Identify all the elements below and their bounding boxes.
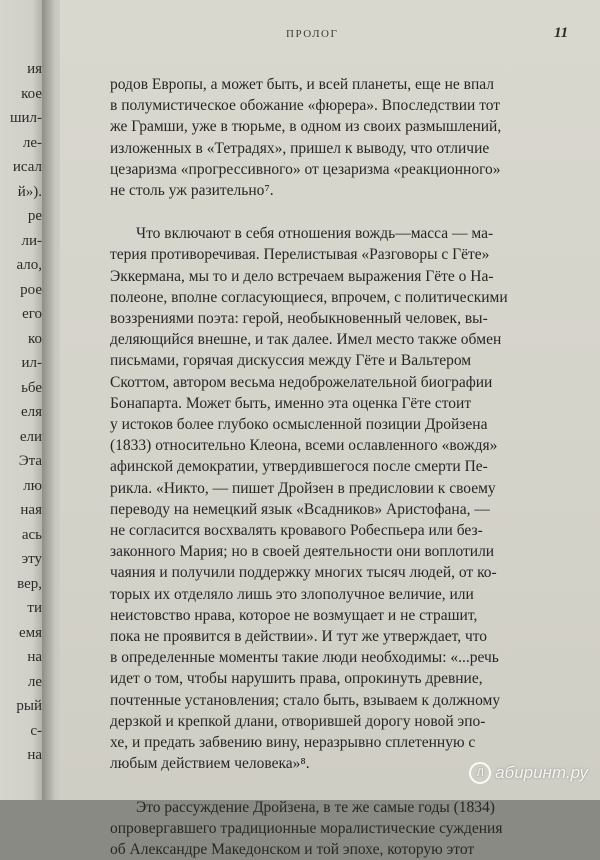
text-line: не согласится восхвалять кровавого Робеспьера или без- — [110, 520, 550, 541]
text-line: родов Европы, а может быть, и всей планеты, еще не впал — [110, 74, 550, 95]
text-line: же Грамши, уже в тюрьме, в одном из своих размышлений, — [110, 116, 550, 137]
text-line: Скоттом, автором весьма недоброжелательной биографии — [110, 372, 550, 393]
body-text — [110, 74, 550, 860]
left-page-fragment: его — [22, 305, 42, 323]
left-page-fragment: ась — [22, 526, 42, 544]
left-page-fragment: рый — [16, 697, 42, 715]
text-line: воззрениями поэта: герой, необыкновенный человек, вы- — [110, 308, 550, 329]
paragraph — [110, 74, 550, 201]
text-line: Бонапарта. Может быть, именно эта оценка Гёте стоит — [110, 393, 550, 414]
left-page-fragment: ия — [27, 60, 42, 78]
text-line: терия противоречивая. Перелистывая «Разговоры с Гёте» — [110, 244, 550, 265]
page-number: 11 — [554, 25, 568, 42]
text-line: законного Мария; но в своей деятельности они воплотили — [110, 541, 550, 562]
text-line: Что включают в себя отношения вождь—масса — ма- — [110, 223, 550, 244]
left-page-fragment: ле- — [23, 134, 42, 152]
text-line: Это рассуждение Дройзена, в те же самые годы (1834) — [110, 797, 550, 818]
left-page-fragment: шил- — [10, 109, 42, 127]
watermark — [469, 762, 588, 784]
left-page-fragment: ил- — [21, 354, 42, 372]
text-line: Эккермана, мы то и дело встречаем выражения Гёте о На- — [110, 266, 550, 287]
left-page-fragment: кое — [21, 85, 42, 103]
text-line: хе, и предать забвению вину, неразрывно сплетенную с — [110, 732, 550, 753]
labirint-logo-icon: Л — [469, 762, 491, 784]
text-line: почтенные установления; стало быть, взываем к должному — [110, 690, 550, 711]
text-line: полеоне, вполне согласующиеся, впрочем, с политическими — [110, 287, 550, 308]
text-line: чаяния и получили поддержку многих тысяч людей, от ко- — [110, 562, 550, 583]
left-page — [0, 0, 46, 800]
text-line: идет о том, чтобы нарушить права, опрокинуть древние, — [110, 668, 550, 689]
left-page-fragment: ели — [20, 428, 42, 446]
left-page-fragment: й»). — [18, 183, 42, 201]
left-page-fragment: исал — [13, 158, 42, 176]
text-line: переводу на немецкий язык «Всадников» Аристофана, — — [110, 499, 550, 520]
left-page-fragment: ьбе — [21, 379, 42, 397]
text-line: изложенных в «Тетрадях», пришел к выводу, что отличие — [110, 138, 550, 159]
left-page-fragment: еля — [21, 403, 42, 421]
left-page-fragment: на — [27, 648, 42, 666]
text-line: письмами, горячая дискуссия между Гёте и Вальтером — [110, 350, 550, 371]
left-page-fragment: лю — [23, 477, 42, 495]
left-page-fragment: ти — [27, 599, 42, 617]
text-line: не столь уж разительно⁷. — [110, 180, 550, 201]
paragraph — [110, 223, 550, 774]
left-page-fragment: ле — [28, 673, 42, 691]
text-line: об Александре Македонском и той эпохе, которую этот — [110, 839, 550, 860]
text-line: рикла. «Никто, — пишет Дройзен в предисловии к своему — [110, 478, 550, 499]
text-line: цезаризма «прогрессивного» от цезаризма «реакционного» — [110, 159, 550, 180]
text-line: в полумистическое обожание «фюрера». Впоследствии тот — [110, 95, 550, 116]
text-line: дерзкой и крепкой длани, отворившей дорогу новой эпо- — [110, 711, 550, 732]
right-page — [60, 0, 600, 800]
left-page-fragment: ко — [28, 330, 42, 348]
watermark-text: абиринт.ру — [495, 763, 588, 783]
text-line: деляющийся внешне, и так далее. Имел место также обмен — [110, 329, 550, 350]
text-line: пока не проявится в действии». И тут же утверждает, что — [110, 626, 550, 647]
text-line: (1833) относительно Клеона, всеми ославленного «вождя» — [110, 435, 550, 456]
left-page-fragment: ная — [20, 501, 42, 519]
running-header: ПРОЛОГ — [286, 28, 338, 40]
paragraph — [110, 797, 550, 860]
left-page-fragment: с- — [30, 722, 42, 740]
left-page-fragment: ли- — [21, 232, 42, 250]
text-line: в определенные моменты такие люди необходимы: «...речь — [110, 647, 550, 668]
text-line: афинской демократии, утвердившегося после смерти Пе- — [110, 456, 550, 477]
text-line: опровергавшего традиционные моралистические суждения — [110, 818, 550, 839]
text-line: неистовство нрава, которое не возмущает и не страшит, — [110, 605, 550, 626]
left-page-fragment: ало, — [16, 256, 42, 274]
left-page-fragment: вер, — [17, 575, 42, 593]
left-page-fragment: эту — [22, 550, 42, 568]
left-page-fragment: на — [27, 746, 42, 764]
left-page-fragment: рое — [20, 281, 42, 299]
text-line: у истоков более глубоко осмысленной позиции Дройзена — [110, 414, 550, 435]
left-page-fragment: ре — [28, 207, 42, 225]
left-page-fragment: емя — [19, 624, 42, 642]
text-line: любым действием человека»⁸. — [110, 753, 550, 774]
left-page-fragment: Эта — [19, 452, 42, 470]
text-line: торых их отделяло лишь это злополучное величие, или — [110, 584, 550, 605]
